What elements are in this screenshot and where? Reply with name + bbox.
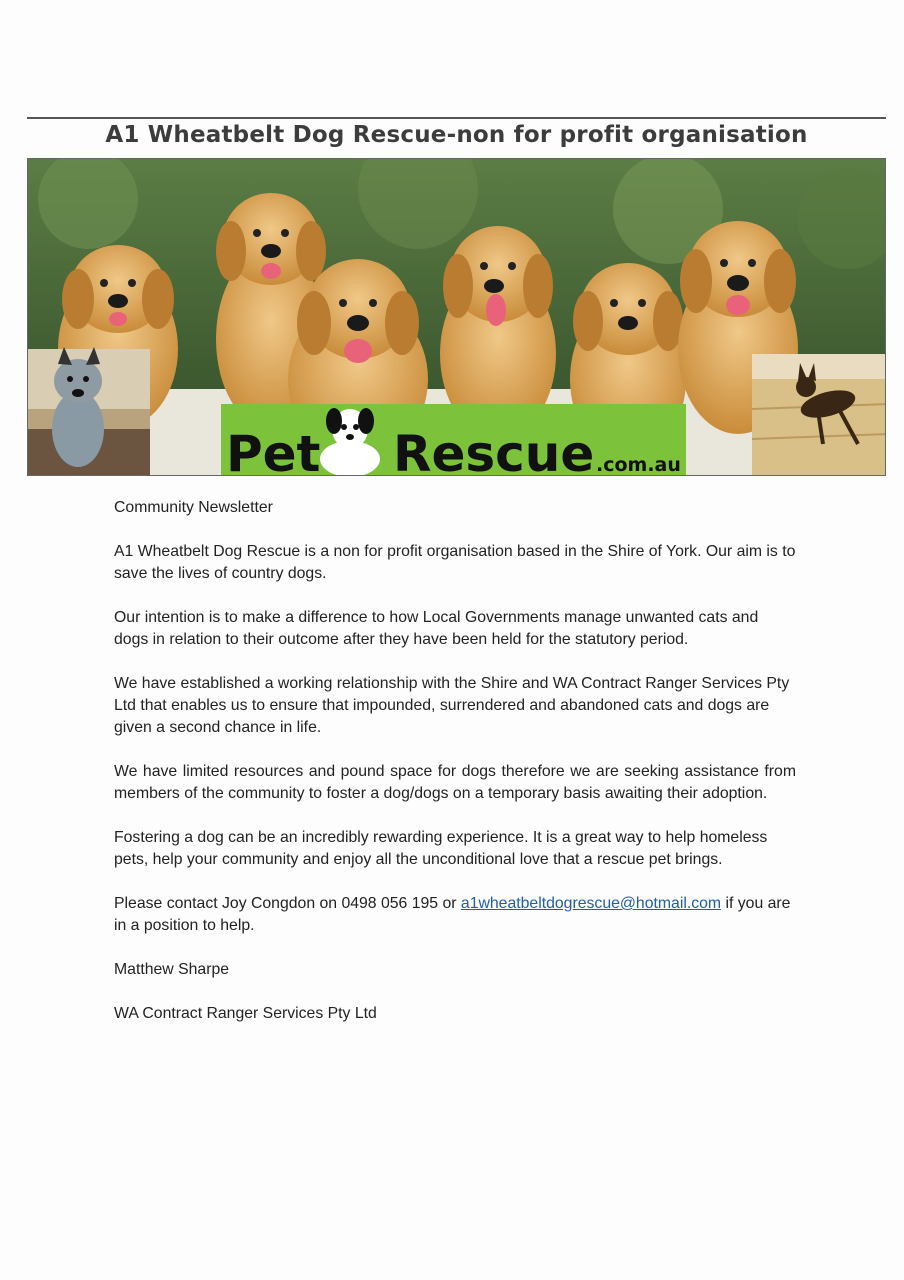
header-rule xyxy=(27,117,886,119)
logo-pet-text: Pet xyxy=(226,425,321,476)
contact-text-after: if you are in a position to help. xyxy=(114,895,791,934)
contact-email-link[interactable]: a1wheatbeltdogrescue@hotmail.com xyxy=(460,895,722,912)
petrescue-logo xyxy=(221,404,686,476)
kelpie-photo-icon xyxy=(752,354,886,476)
logo-rescue-text: Rescue xyxy=(393,425,595,476)
paragraph-intention: Our intention is to make a difference to how Local Governments manage unwanted cats and dogs in relation to their outcome after they have been held for the statutory period. xyxy=(114,609,759,648)
paragraph-relationship: We have established a working relationship with the Shire and WA Contract Ranger Services Pty Ltd that enables us to ensure that impounded, surrendered and abandoned cats and dogs are given a second chance in life. xyxy=(114,675,790,736)
heeler-photo-icon xyxy=(28,347,150,476)
signature-org: WA Contract Ranger Services Pty Ltd xyxy=(114,1005,377,1022)
newsletter-body xyxy=(114,497,796,1047)
logo-domain-text: .com.au xyxy=(596,454,681,476)
paragraph-contact xyxy=(114,893,796,937)
paragraph-resources: We have limited resources and pound space for dogs therefore we are seeking assistance from members of the community to foster a dog/dogs on a temporary basis awaiting their adoption. xyxy=(114,763,796,802)
page-title: A1 Wheatbelt Dog Rescue-non for profit organisation xyxy=(105,122,808,148)
paragraph-fostering: Fostering a dog can be an incredibly rewarding experience. It is a great way to help homeless pets, help your community and enjoy all the unconditional love that a rescue pet brings. xyxy=(114,829,768,868)
signature-name: Matthew Sharpe xyxy=(114,961,230,978)
banner-image xyxy=(27,158,886,476)
contact-text: Please contact Joy Congdon on 0498 056 195 or xyxy=(114,895,461,912)
paragraph-aim: A1 Wheatbelt Dog Rescue is a non for profit organisation based in the Shire of York. Our aim is to save the lives of country dogs. xyxy=(114,543,796,582)
newsletter-heading: Community Newsletter xyxy=(114,499,273,516)
